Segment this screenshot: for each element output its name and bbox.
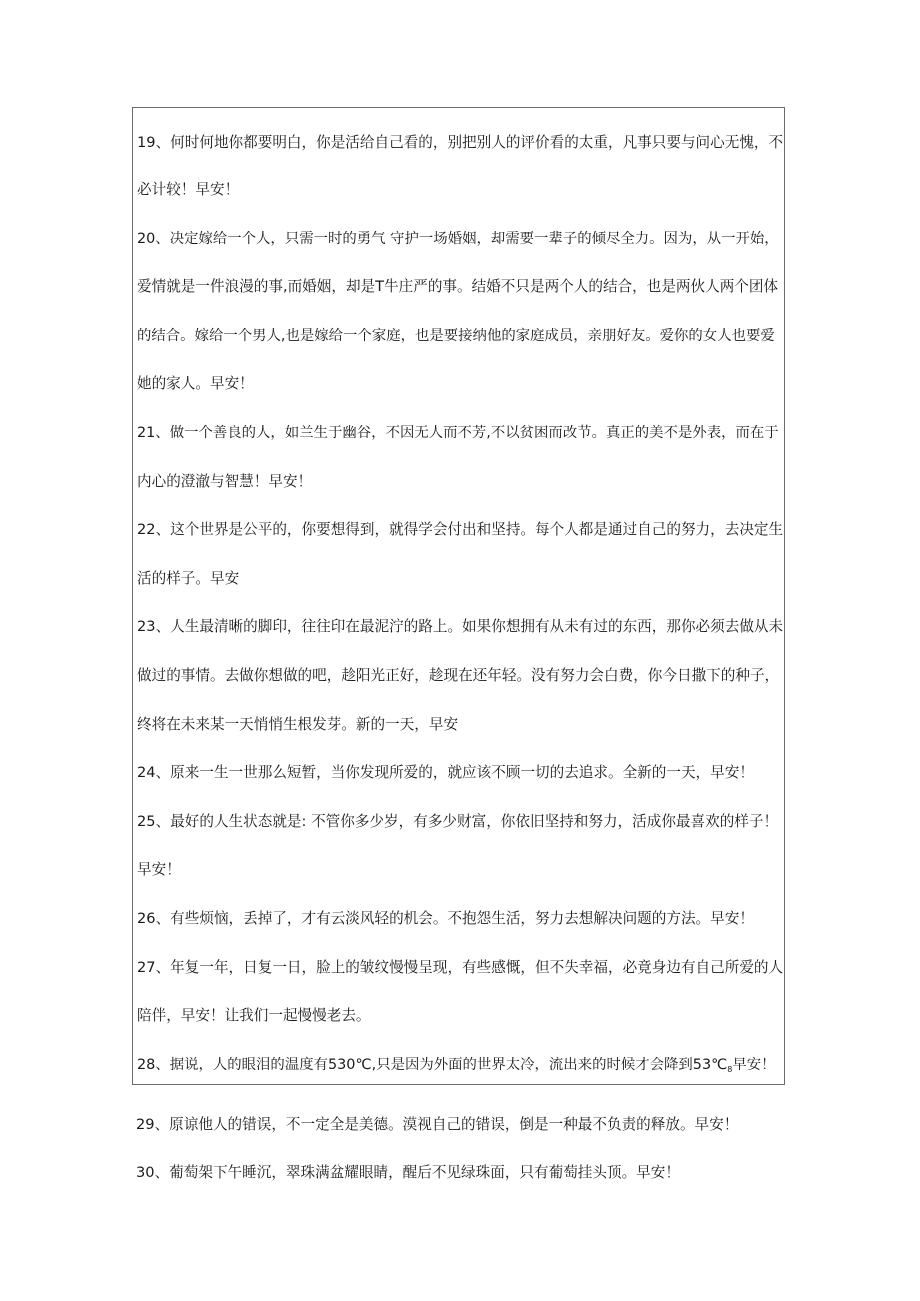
item-23-line-3: 终将在未来某一天悄悄生根发芽。新的一天，早安 [137, 716, 459, 733]
item-24-line-1: 24、原来一生一世那么短暂，当你发现所爱的，就应该不顾一切的去追求。全新的一天，早安！ [137, 764, 754, 781]
item-20-line-2: 爱情就是一件浪漫的事,而婚姻，却是T牛庄严的事。结婚不只是两个人的结合，也是两伙人两个团体 [137, 278, 779, 295]
item-23-line-1: 23、人生最清晰的脚印，往往印在最泥泞的路上。如果你想拥有从未有过的东西，那你必须去做从未 [137, 618, 784, 635]
item-22-line-2: 活的样子。早安 [137, 570, 240, 587]
item-28-main-text: 28、据说，人的眼泪的温度有530℃,只是因为外面的世界太冷，流出来的时候才会降到53℃ [137, 1057, 728, 1073]
item-25-line-2: 早安！ [137, 861, 181, 878]
item-27-line-2: 陪伴，早安！让我们一起慢慢老去。 [137, 1007, 371, 1024]
item-19-line-2: 必计较！早安！ [137, 181, 240, 198]
item-22-line-1: 22、这个世界是公平的，你要想得到，就得学会付出和坚持。每个人都是通过自己的努力，去决定生 [137, 521, 784, 538]
item-28-subscript: 8 [727, 1065, 733, 1074]
item-26-line-1: 26、有些烦恼，丢掉了，才有云淡风轻的机会。不抱怨生活，努力去想解决问题的方法。早安！ [137, 910, 754, 927]
item-21-line-2: 内心的澄澈与智慧！早安！ [137, 473, 313, 490]
item-23-line-2: 做过的事情。去做你想做的吧，趁阳光正好，趁现在还年轻。没有努力会白费，你今日撒下的种子， [137, 667, 780, 684]
item-29-line-1: 29、原谅他人的错误，不一定全是美德。漠视自己的错误，倒是一种最不负责的释放。早安！ [136, 1116, 739, 1133]
item-21-line-1: 21、做一个善良的人，如兰生于幽谷，不因无人而不芳,不以贫困而改节。真正的美不是外表，而在于 [137, 425, 779, 441]
item-28-line-1 [137, 1055, 776, 1080]
bordered-text-box [132, 107, 785, 1085]
item-20-line-1: 20、决定嫁给一个人，只需一时的勇气 守护一场婚姻，却需要一辈子的倾尽全力。因为，从一开始， [137, 231, 779, 247]
item-27-line-1: 27、年复一年，日复一日，脸上的皱纹慢慢呈现，有些感慨，但不失幸福，必竟身边有自己所爱的人 [137, 959, 784, 976]
item-20-line-4: 她的家人。早安！ [137, 375, 254, 392]
item-25-line-1: 25、最好的人生状态就是: 不管你多少岁，有多少财富，你依旧坚持和努力，活成你最喜欢的样子！ [137, 813, 779, 830]
item-20-line-3: 的结合。嫁给一个男人,也是嫁给一个家庭，也是要接纳他的家庭成员，亲朋好友。爱你的女人也要爱 [137, 328, 775, 344]
item-19-line-1: 19、何时何地你都要明白，你是活给自己看的，别把别人的评价看的太重，凡事只要与问心无愧，不 [137, 134, 784, 151]
item-30-line-1: 30、葡萄架下午睡沉，翠珠满盆耀眼睛，醒后不见绿珠面，只有葡萄挂头顶。早安！ [136, 1164, 680, 1181]
item-28-end-text: 早安！ [732, 1057, 776, 1073]
